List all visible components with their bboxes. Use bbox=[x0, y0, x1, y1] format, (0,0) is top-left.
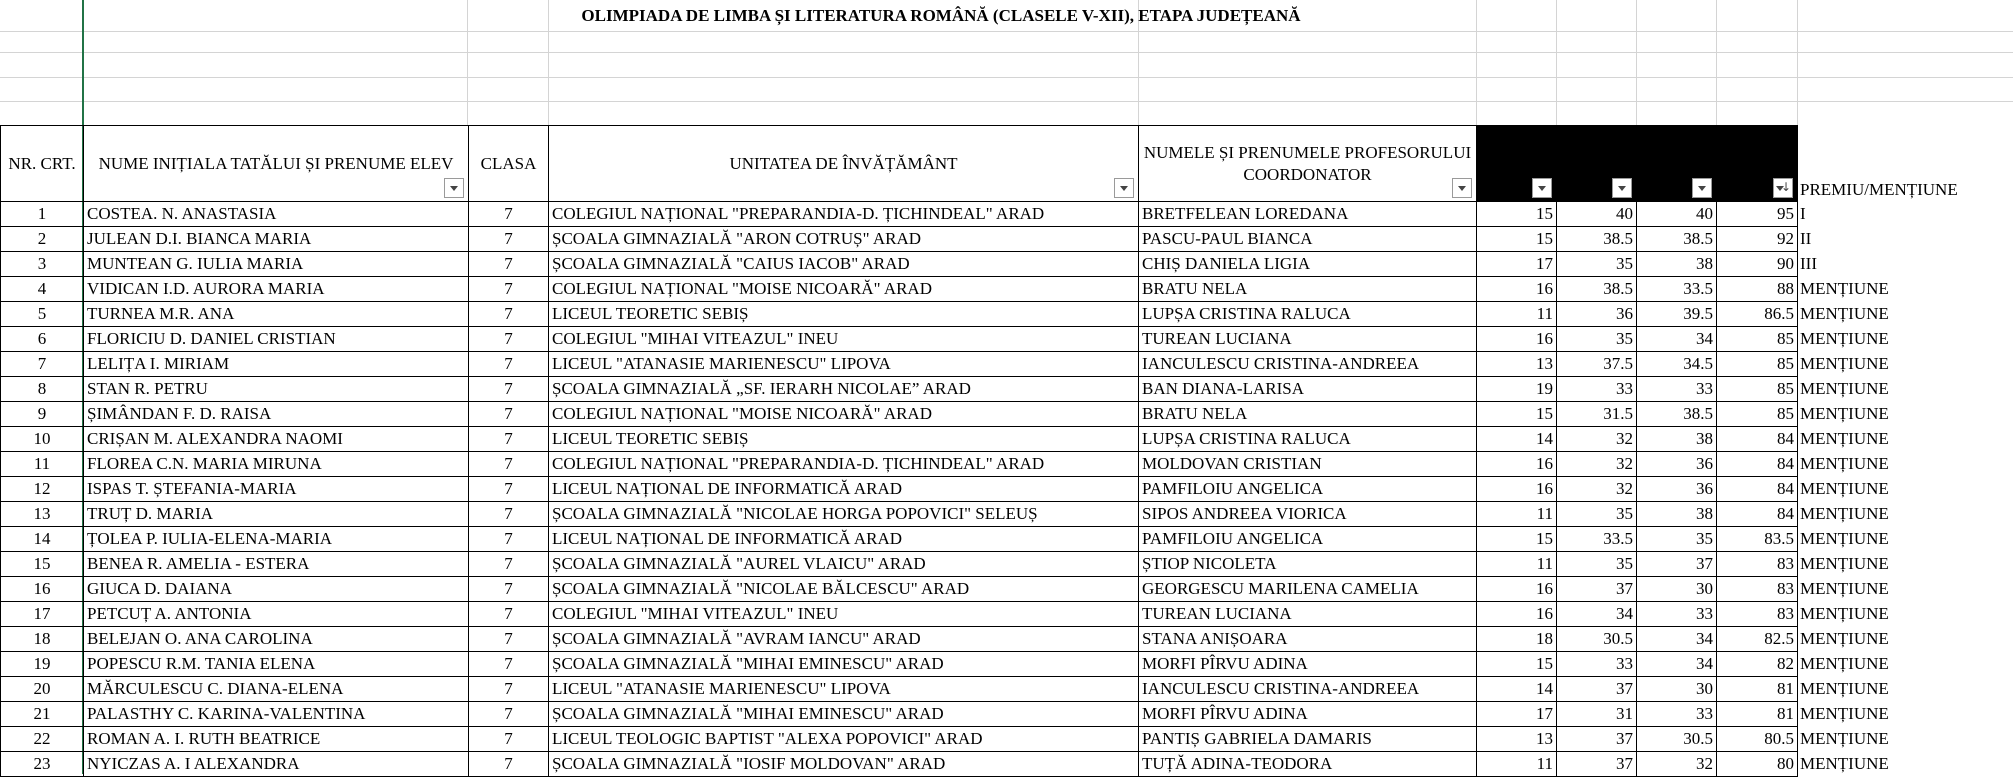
table-row bbox=[1, 602, 2013, 627]
table-row bbox=[1, 627, 2013, 652]
table-row bbox=[1, 202, 2013, 227]
filter-dropdown-icon[interactable] bbox=[1692, 178, 1712, 198]
cell-premiu[interactable]: MENȚIUNE bbox=[1800, 754, 1889, 773]
cell-premiu[interactable]: MENȚIUNE bbox=[1800, 404, 1889, 423]
gridline bbox=[0, 101, 2013, 102]
cell-total[interactable]: 80 bbox=[1717, 752, 1798, 777]
cell-nume[interactable]: ȘIMÂNDAN F. D. RAISA bbox=[84, 402, 469, 427]
cell-s1[interactable]: 15 bbox=[1477, 652, 1557, 677]
gridline bbox=[0, 77, 2013, 78]
cell-s2[interactable]: 37 bbox=[1557, 677, 1637, 702]
header-unitatea: UNITATEA DE ÎNVĂȚĂMÂNT bbox=[549, 126, 1139, 202]
cell-profesor[interactable]: MOLDOVAN CRISTIAN bbox=[1139, 452, 1477, 477]
cell-unitatea[interactable]: ȘCOALA GIMNAZIALĂ "NICOLAE HORGA POPOVICI" SELEUȘ bbox=[549, 502, 1139, 527]
cell-profesor[interactable]: SIPOS ANDREEA VIORICA bbox=[1139, 502, 1477, 527]
cell-nr[interactable]: 21 bbox=[1, 702, 84, 727]
cell-s3[interactable]: 38.5 bbox=[1637, 227, 1717, 252]
cell-s3[interactable]: 38 bbox=[1637, 427, 1717, 452]
cell-s3[interactable]: 33 bbox=[1637, 602, 1717, 627]
cell-nume[interactable]: BENEA R. AMELIA - ESTERA bbox=[84, 552, 469, 577]
cell-unitatea[interactable]: COLEGIUL NAȚIONAL "PREPARANDIA-D. ȚICHINDEAL" ARAD bbox=[549, 452, 1139, 477]
table-row bbox=[1, 552, 2013, 577]
cell-profesor[interactable]: IANCULESCU CRISTINA-ANDREEA bbox=[1139, 352, 1477, 377]
cell-clasa[interactable]: 7 bbox=[469, 252, 549, 277]
cell-nume[interactable]: POPESCU R.M. TANIA ELENA bbox=[84, 652, 469, 677]
table-row bbox=[1, 402, 2013, 427]
cell-s2[interactable]: 33 bbox=[1557, 377, 1637, 402]
cell-total[interactable]: 85 bbox=[1717, 402, 1798, 427]
table-row bbox=[1, 227, 2013, 252]
cell-total[interactable]: 81 bbox=[1717, 677, 1798, 702]
cell-nr[interactable]: 13 bbox=[1, 502, 84, 527]
cell-clasa[interactable]: 7 bbox=[469, 327, 549, 352]
cell-s3[interactable]: 34 bbox=[1637, 652, 1717, 677]
cell-profesor[interactable]: MORFI PÎRVU ADINA bbox=[1139, 702, 1477, 727]
cell-nr[interactable]: 20 bbox=[1, 677, 84, 702]
cell-s3[interactable]: 30 bbox=[1637, 677, 1717, 702]
cell-unitatea[interactable]: ȘCOALA GIMNAZIALĂ "NICOLAE BĂLCESCU" ARAD bbox=[549, 577, 1139, 602]
cell-nume[interactable]: COSTEA. N. ANASTASIA bbox=[84, 202, 469, 227]
cell-s3[interactable]: 33 bbox=[1637, 702, 1717, 727]
cell-s2[interactable]: 35 bbox=[1557, 327, 1637, 352]
cell-premiu[interactable]: MENȚIUNE bbox=[1800, 454, 1889, 473]
cell-nr[interactable]: 9 bbox=[1, 402, 84, 427]
gridline bbox=[0, 31, 2013, 32]
cell-s3[interactable]: 34.5 bbox=[1637, 352, 1717, 377]
filter-dropdown-icon[interactable] bbox=[1452, 178, 1472, 198]
cell-unitatea[interactable]: ȘCOALA GIMNAZIALĂ "CAIUS IACOB" ARAD bbox=[549, 252, 1139, 277]
cell-s1[interactable]: 15 bbox=[1477, 402, 1557, 427]
cell-profesor[interactable]: IANCULESCU CRISTINA-ANDREEA bbox=[1139, 677, 1477, 702]
cell-clasa[interactable]: 7 bbox=[469, 427, 549, 452]
cell-premiu[interactable]: MENȚIUNE bbox=[1800, 604, 1889, 623]
cell-nr[interactable]: 5 bbox=[1, 302, 84, 327]
cell-unitatea[interactable]: ȘCOALA GIMNAZIALĂ "AUREL VLAICU" ARAD bbox=[549, 552, 1139, 577]
table-row bbox=[1, 477, 2013, 502]
header-score-3 bbox=[1637, 126, 1717, 202]
cell-s3[interactable]: 33.5 bbox=[1637, 277, 1717, 302]
cell-premiu[interactable]: III bbox=[1800, 254, 1817, 273]
cell-total[interactable]: 86.5 bbox=[1717, 302, 1798, 327]
filter-dropdown-icon[interactable] bbox=[1612, 178, 1632, 198]
table-row bbox=[1, 652, 2013, 677]
cell-s2[interactable]: 37 bbox=[1557, 577, 1637, 602]
cell-unitatea[interactable]: COLEGIUL "MIHAI VITEAZUL" INEU bbox=[549, 327, 1139, 352]
cell-profesor[interactable]: LUPȘA CRISTINA RALUCA bbox=[1139, 427, 1477, 452]
header-premiu: PREMIU/MENȚIUNE bbox=[1800, 179, 1958, 199]
cell-profesor[interactable]: CHIȘ DANIELA LIGIA bbox=[1139, 252, 1477, 277]
cell-premiu[interactable]: MENȚIUNE bbox=[1800, 529, 1889, 548]
cell-clasa[interactable]: 7 bbox=[469, 302, 549, 327]
cell-nume[interactable]: ISPAS T. ȘTEFANIA-MARIA bbox=[84, 477, 469, 502]
cell-profesor[interactable]: PANTIȘ GABRIELA DAMARIS bbox=[1139, 727, 1477, 752]
cell-total[interactable]: 82.5 bbox=[1717, 627, 1798, 652]
cell-s3[interactable]: 36 bbox=[1637, 452, 1717, 477]
cell-s1[interactable]: 13 bbox=[1477, 352, 1557, 377]
header-profesor: NUMELE ȘI PRENUMELE PROFESORULUI COORDONATOR bbox=[1139, 126, 1477, 202]
results-table bbox=[0, 125, 2013, 777]
cell-nr[interactable]: 18 bbox=[1, 627, 84, 652]
filter-dropdown-icon[interactable] bbox=[1532, 178, 1552, 198]
cell-s1[interactable]: 14 bbox=[1477, 427, 1557, 452]
cell-premiu[interactable]: MENȚIUNE bbox=[1800, 554, 1889, 573]
cell-s1[interactable]: 11 bbox=[1477, 502, 1557, 527]
header-row bbox=[1, 126, 2013, 202]
cell-nr[interactable]: 16 bbox=[1, 577, 84, 602]
cell-nr[interactable]: 4 bbox=[1, 277, 84, 302]
cell-s3[interactable]: 39.5 bbox=[1637, 302, 1717, 327]
cell-total[interactable]: 85 bbox=[1717, 377, 1798, 402]
cell-s3[interactable]: 33 bbox=[1637, 377, 1717, 402]
cell-total[interactable]: 83.5 bbox=[1717, 527, 1798, 552]
cell-unitatea[interactable]: ȘCOALA GIMNAZIALĂ "IOSIF MOLDOVAN" ARAD bbox=[549, 752, 1139, 777]
cell-nume[interactable]: PETCUȚ A. ANTONIA bbox=[84, 602, 469, 627]
cell-unitatea[interactable]: COLEGIUL NAȚIONAL "MOISE NICOARĂ" ARAD bbox=[549, 277, 1139, 302]
filter-dropdown-icon[interactable] bbox=[444, 178, 464, 198]
cell-s1[interactable]: 16 bbox=[1477, 577, 1557, 602]
cell-total[interactable]: 84 bbox=[1717, 452, 1798, 477]
cell-nr[interactable]: 6 bbox=[1, 327, 84, 352]
cell-total[interactable]: 88 bbox=[1717, 277, 1798, 302]
cell-clasa[interactable]: 7 bbox=[469, 577, 549, 602]
cell-nr[interactable]: 23 bbox=[1, 752, 84, 777]
cell-clasa[interactable]: 7 bbox=[469, 227, 549, 252]
cell-s1[interactable]: 14 bbox=[1477, 677, 1557, 702]
cell-nume[interactable]: JULEAN D.I. BIANCA MARIA bbox=[84, 227, 469, 252]
table-row bbox=[1, 727, 2013, 752]
cell-clasa[interactable]: 7 bbox=[469, 627, 549, 652]
cell-nr[interactable]: 12 bbox=[1, 477, 84, 502]
cell-s2[interactable]: 32 bbox=[1557, 452, 1637, 477]
cell-nr[interactable]: 10 bbox=[1, 427, 84, 452]
cell-s2[interactable]: 33.5 bbox=[1557, 527, 1637, 552]
cell-profesor[interactable]: TUREAN LUCIANA bbox=[1139, 602, 1477, 627]
cell-s1[interactable]: 17 bbox=[1477, 252, 1557, 277]
cell-premiu[interactable]: MENȚIUNE bbox=[1800, 479, 1889, 498]
cell-s2[interactable]: 30.5 bbox=[1557, 627, 1637, 652]
cell-s3[interactable]: 36 bbox=[1637, 477, 1717, 502]
cell-s1[interactable]: 18 bbox=[1477, 627, 1557, 652]
cell-s1[interactable]: 16 bbox=[1477, 327, 1557, 352]
cell-clasa[interactable]: 7 bbox=[469, 377, 549, 402]
sheet-title: OLIMPIADA DE LIMBA ȘI LITERATURA ROMÂNĂ (CLASELE V-XII), ETAPA JUDEȚEANĂ bbox=[581, 6, 1301, 25]
cell-nr[interactable]: 19 bbox=[1, 652, 84, 677]
cell-s1[interactable]: 11 bbox=[1477, 552, 1557, 577]
cell-premiu[interactable]: II bbox=[1800, 229, 1812, 248]
cell-profesor[interactable]: PAMFILOIU ANGELICA bbox=[1139, 527, 1477, 552]
cell-nume[interactable]: TRUȚ D. MARIA bbox=[84, 502, 469, 527]
cell-unitatea[interactable]: ȘCOALA GIMNAZIALĂ "MIHAI EMINESCU" ARAD bbox=[549, 652, 1139, 677]
cell-nr[interactable]: 17 bbox=[1, 602, 84, 627]
cell-s2[interactable]: 31 bbox=[1557, 702, 1637, 727]
header-total bbox=[1717, 126, 1798, 202]
cell-s3[interactable]: 38 bbox=[1637, 502, 1717, 527]
cell-clasa[interactable]: 7 bbox=[469, 277, 549, 302]
cell-s2[interactable]: 35 bbox=[1557, 252, 1637, 277]
cell-unitatea[interactable]: LICEUL NAȚIONAL DE INFORMATICĂ ARAD bbox=[549, 477, 1139, 502]
cell-unitatea[interactable]: LICEUL TEORETIC SEBIȘ bbox=[549, 427, 1139, 452]
cell-profesor[interactable]: PAMFILOIU ANGELICA bbox=[1139, 477, 1477, 502]
cell-total[interactable]: 90 bbox=[1717, 252, 1798, 277]
cell-nume[interactable]: FLOREA C.N. MARIA MIRUNA bbox=[84, 452, 469, 477]
cell-nume[interactable]: CRIȘAN M. ALEXANDRA NAOMI bbox=[84, 427, 469, 452]
cell-clasa[interactable]: 7 bbox=[469, 202, 549, 227]
cell-total[interactable]: 85 bbox=[1717, 327, 1798, 352]
cell-clasa[interactable]: 7 bbox=[469, 502, 549, 527]
cell-premiu[interactable]: MENȚIUNE bbox=[1800, 629, 1889, 648]
cell-premiu[interactable]: I bbox=[1800, 204, 1806, 223]
cell-premiu[interactable]: MENȚIUNE bbox=[1800, 429, 1889, 448]
table-row bbox=[1, 452, 2013, 477]
cell-clasa[interactable]: 7 bbox=[469, 527, 549, 552]
cell-nr[interactable]: 14 bbox=[1, 527, 84, 552]
cell-total[interactable]: 83 bbox=[1717, 577, 1798, 602]
cell-unitatea[interactable]: LICEUL TEOLOGIC BAPTIST "ALEXA POPOVICI" ARAD bbox=[549, 727, 1139, 752]
cell-nr[interactable]: 11 bbox=[1, 452, 84, 477]
cell-s2[interactable]: 37 bbox=[1557, 752, 1637, 777]
cell-total[interactable]: 81 bbox=[1717, 702, 1798, 727]
cell-nume[interactable]: ROMAN A. I. RUTH BEATRICE bbox=[84, 727, 469, 752]
cell-profesor[interactable]: TUREAN LUCIANA bbox=[1139, 327, 1477, 352]
cell-s1[interactable]: 15 bbox=[1477, 527, 1557, 552]
cell-total[interactable]: 83 bbox=[1717, 602, 1798, 627]
cell-s1[interactable]: 19 bbox=[1477, 377, 1557, 402]
cell-profesor[interactable]: LUPȘA CRISTINA RALUCA bbox=[1139, 302, 1477, 327]
cell-nume[interactable]: ȚOLEA P. IULIA-ELENA-MARIA bbox=[84, 527, 469, 552]
cell-premiu[interactable]: MENȚIUNE bbox=[1800, 654, 1889, 673]
cell-clasa[interactable]: 7 bbox=[469, 402, 549, 427]
cell-nume[interactable]: MUNTEAN G. IULIA MARIA bbox=[84, 252, 469, 277]
cell-profesor[interactable]: ȘTIOP NICOLETA bbox=[1139, 552, 1477, 577]
cell-s3[interactable]: 35 bbox=[1637, 527, 1717, 552]
cell-s1[interactable]: 15 bbox=[1477, 227, 1557, 252]
cell-unitatea[interactable]: LICEUL "ATANASIE MARIENESCU" LIPOVA bbox=[549, 352, 1139, 377]
cell-premiu[interactable]: MENȚIUNE bbox=[1800, 579, 1889, 598]
table-row bbox=[1, 252, 2013, 277]
cell-premiu[interactable]: MENȚIUNE bbox=[1800, 304, 1889, 323]
table-row bbox=[1, 677, 2013, 702]
table-row bbox=[1, 352, 2013, 377]
cell-unitatea[interactable]: ȘCOALA GIMNAZIALĂ "ARON COTRUȘ" ARAD bbox=[549, 227, 1139, 252]
cell-s3[interactable]: 34 bbox=[1637, 627, 1717, 652]
cell-s1[interactable]: 13 bbox=[1477, 727, 1557, 752]
cell-s3[interactable]: 30 bbox=[1637, 577, 1717, 602]
cell-total[interactable]: 84 bbox=[1717, 477, 1798, 502]
cell-profesor[interactable]: GEORGESCU MARILENA CAMELIA bbox=[1139, 577, 1477, 602]
cell-profesor[interactable]: BAN DIANA-LARISA bbox=[1139, 377, 1477, 402]
table-row bbox=[1, 702, 2013, 727]
cell-nume[interactable]: VIDICAN I.D. AURORA MARIA bbox=[84, 277, 469, 302]
cell-clasa[interactable]: 7 bbox=[469, 477, 549, 502]
cell-s3[interactable]: 38.5 bbox=[1637, 402, 1717, 427]
cell-profesor[interactable]: BRATU NELA bbox=[1139, 277, 1477, 302]
cell-nr[interactable]: 1 bbox=[1, 202, 84, 227]
header-clasa: CLASA bbox=[469, 126, 549, 202]
cell-s2[interactable]: 35 bbox=[1557, 552, 1637, 577]
cell-s2[interactable]: 36 bbox=[1557, 302, 1637, 327]
cell-total[interactable]: 82 bbox=[1717, 652, 1798, 677]
cell-nume[interactable]: PALASTHY C. KARINA-VALENTINA bbox=[84, 702, 469, 727]
table-row bbox=[1, 502, 2013, 527]
cell-s3[interactable]: 37 bbox=[1637, 552, 1717, 577]
cell-profesor[interactable]: BRATU NELA bbox=[1139, 402, 1477, 427]
cell-premiu[interactable]: MENȚIUNE bbox=[1800, 704, 1889, 723]
cell-s2[interactable]: 35 bbox=[1557, 502, 1637, 527]
cell-unitatea[interactable]: COLEGIUL NAȚIONAL "MOISE NICOARĂ" ARAD bbox=[549, 402, 1139, 427]
cell-s3[interactable]: 38 bbox=[1637, 252, 1717, 277]
header-score-1 bbox=[1477, 126, 1557, 202]
cell-s1[interactable]: 11 bbox=[1477, 302, 1557, 327]
table-row bbox=[1, 752, 2013, 777]
cell-premiu[interactable]: MENȚIUNE bbox=[1800, 379, 1889, 398]
cell-clasa[interactable]: 7 bbox=[469, 727, 549, 752]
cell-clasa[interactable]: 7 bbox=[469, 652, 549, 677]
cell-s2[interactable]: 32 bbox=[1557, 427, 1637, 452]
cell-total[interactable]: 92 bbox=[1717, 227, 1798, 252]
cell-unitatea[interactable]: LICEUL TEORETIC SEBIȘ bbox=[549, 302, 1139, 327]
cell-nr[interactable]: 7 bbox=[1, 352, 84, 377]
cell-s2[interactable]: 34 bbox=[1557, 602, 1637, 627]
cell-premiu[interactable]: MENȚIUNE bbox=[1800, 354, 1889, 373]
cell-nr[interactable]: 22 bbox=[1, 727, 84, 752]
cell-clasa[interactable]: 7 bbox=[469, 352, 549, 377]
header-nume: NUME INIȚIALA TATĂLUI ȘI PRENUME ELEV bbox=[84, 126, 469, 202]
cell-s1[interactable]: 11 bbox=[1477, 752, 1557, 777]
cell-nume[interactable]: LELIȚA I. MIRIAM bbox=[84, 352, 469, 377]
cell-premiu[interactable]: MENȚIUNE bbox=[1800, 679, 1889, 698]
table-body bbox=[1, 202, 2013, 777]
cell-unitatea[interactable]: LICEUL "ATANASIE MARIENESCU" LIPOVA bbox=[549, 677, 1139, 702]
cell-total[interactable]: 83 bbox=[1717, 552, 1798, 577]
cell-profesor[interactable]: BRETFELEAN LOREDANA bbox=[1139, 202, 1477, 227]
cell-premiu[interactable]: MENȚIUNE bbox=[1800, 279, 1889, 298]
gridline bbox=[0, 52, 2013, 53]
cell-unitatea[interactable]: LICEUL NAȚIONAL DE INFORMATICĂ ARAD bbox=[549, 527, 1139, 552]
cell-profesor[interactable]: TUȚĂ ADINA-TEODORA bbox=[1139, 752, 1477, 777]
cell-premiu[interactable]: MENȚIUNE bbox=[1800, 329, 1889, 348]
header-nr: NR. CRT. bbox=[1, 126, 84, 202]
sort-descending-filter-icon[interactable] bbox=[1773, 178, 1793, 198]
cell-nr[interactable]: 8 bbox=[1, 377, 84, 402]
cell-s2[interactable]: 32 bbox=[1557, 477, 1637, 502]
header-score-2 bbox=[1557, 126, 1637, 202]
cell-total[interactable]: 95 bbox=[1717, 202, 1798, 227]
table-row bbox=[1, 527, 2013, 552]
cell-nume[interactable]: BELEJAN O. ANA CAROLINA bbox=[84, 627, 469, 652]
cell-premiu[interactable]: MENȚIUNE bbox=[1800, 504, 1889, 523]
cell-s2[interactable]: 37.5 bbox=[1557, 352, 1637, 377]
cell-unitatea[interactable]: COLEGIUL NAȚIONAL "PREPARANDIA-D. ȚICHINDEAL" ARAD bbox=[549, 202, 1139, 227]
cell-premiu[interactable]: MENȚIUNE bbox=[1800, 729, 1889, 748]
cell-nume[interactable]: MĂRCULESCU C. DIANA-ELENA bbox=[84, 677, 469, 702]
cell-s3[interactable]: 40 bbox=[1637, 202, 1717, 227]
cell-nr[interactable]: 2 bbox=[1, 227, 84, 252]
table-row bbox=[1, 577, 2013, 602]
cell-s2[interactable]: 38.5 bbox=[1557, 227, 1637, 252]
cell-total[interactable]: 84 bbox=[1717, 502, 1798, 527]
cell-unitatea[interactable]: ȘCOALA GIMNAZIALĂ „SF. IERARH NICOLAE” ARAD bbox=[549, 377, 1139, 402]
cell-total[interactable]: 84 bbox=[1717, 427, 1798, 452]
cell-nr[interactable]: 15 bbox=[1, 552, 84, 577]
table-row bbox=[1, 277, 2013, 302]
cell-s1[interactable]: 16 bbox=[1477, 452, 1557, 477]
table-row bbox=[1, 327, 2013, 352]
cell-nume[interactable]: STAN R. PETRU bbox=[84, 377, 469, 402]
cell-profesor[interactable]: STANA ANIȘOARA bbox=[1139, 627, 1477, 652]
cell-clasa[interactable]: 7 bbox=[469, 602, 549, 627]
cell-s3[interactable]: 30.5 bbox=[1637, 727, 1717, 752]
cell-s1[interactable]: 16 bbox=[1477, 602, 1557, 627]
cell-s1[interactable]: 15 bbox=[1477, 202, 1557, 227]
cell-nume[interactable]: FLORICIU D. DANIEL CRISTIAN bbox=[84, 327, 469, 352]
cell-nume[interactable]: TURNEA M.R. ANA bbox=[84, 302, 469, 327]
cell-s2[interactable]: 33 bbox=[1557, 652, 1637, 677]
cell-s2[interactable]: 40 bbox=[1557, 202, 1637, 227]
cell-profesor[interactable]: PASCU-PAUL BIANCA bbox=[1139, 227, 1477, 252]
table-row bbox=[1, 302, 2013, 327]
table-row bbox=[1, 427, 2013, 452]
cell-total[interactable]: 80.5 bbox=[1717, 727, 1798, 752]
cell-s3[interactable]: 34 bbox=[1637, 327, 1717, 352]
cell-s1[interactable]: 16 bbox=[1477, 477, 1557, 502]
cell-s1[interactable]: 17 bbox=[1477, 702, 1557, 727]
cell-unitatea[interactable]: COLEGIUL "MIHAI VITEAZUL" INEU bbox=[549, 602, 1139, 627]
cell-s2[interactable]: 31.5 bbox=[1557, 402, 1637, 427]
filter-dropdown-icon[interactable] bbox=[1114, 178, 1134, 198]
cell-clasa[interactable]: 7 bbox=[469, 452, 549, 477]
cell-nume[interactable]: GIUCA D. DAIANA bbox=[84, 577, 469, 602]
cell-s3[interactable]: 32 bbox=[1637, 752, 1717, 777]
cell-clasa[interactable]: 7 bbox=[469, 552, 549, 577]
table-row bbox=[1, 377, 2013, 402]
cell-total[interactable]: 85 bbox=[1717, 352, 1798, 377]
cell-profesor[interactable]: MORFI PÎRVU ADINA bbox=[1139, 652, 1477, 677]
cell-s2[interactable]: 37 bbox=[1557, 727, 1637, 752]
cell-nr[interactable]: 3 bbox=[1, 252, 84, 277]
cell-s2[interactable]: 38.5 bbox=[1557, 277, 1637, 302]
cell-unitatea[interactable]: ȘCOALA GIMNAZIALĂ "MIHAI EMINESCU" ARAD bbox=[549, 702, 1139, 727]
cell-clasa[interactable]: 7 bbox=[469, 677, 549, 702]
cell-clasa[interactable]: 7 bbox=[469, 702, 549, 727]
cell-nume[interactable]: NYICZAS A. I ALEXANDRA bbox=[84, 752, 469, 777]
cell-unitatea[interactable]: ȘCOALA GIMNAZIALĂ "AVRAM IANCU" ARAD bbox=[549, 627, 1139, 652]
cell-s1[interactable]: 16 bbox=[1477, 277, 1557, 302]
cell-clasa[interactable]: 7 bbox=[469, 752, 549, 777]
